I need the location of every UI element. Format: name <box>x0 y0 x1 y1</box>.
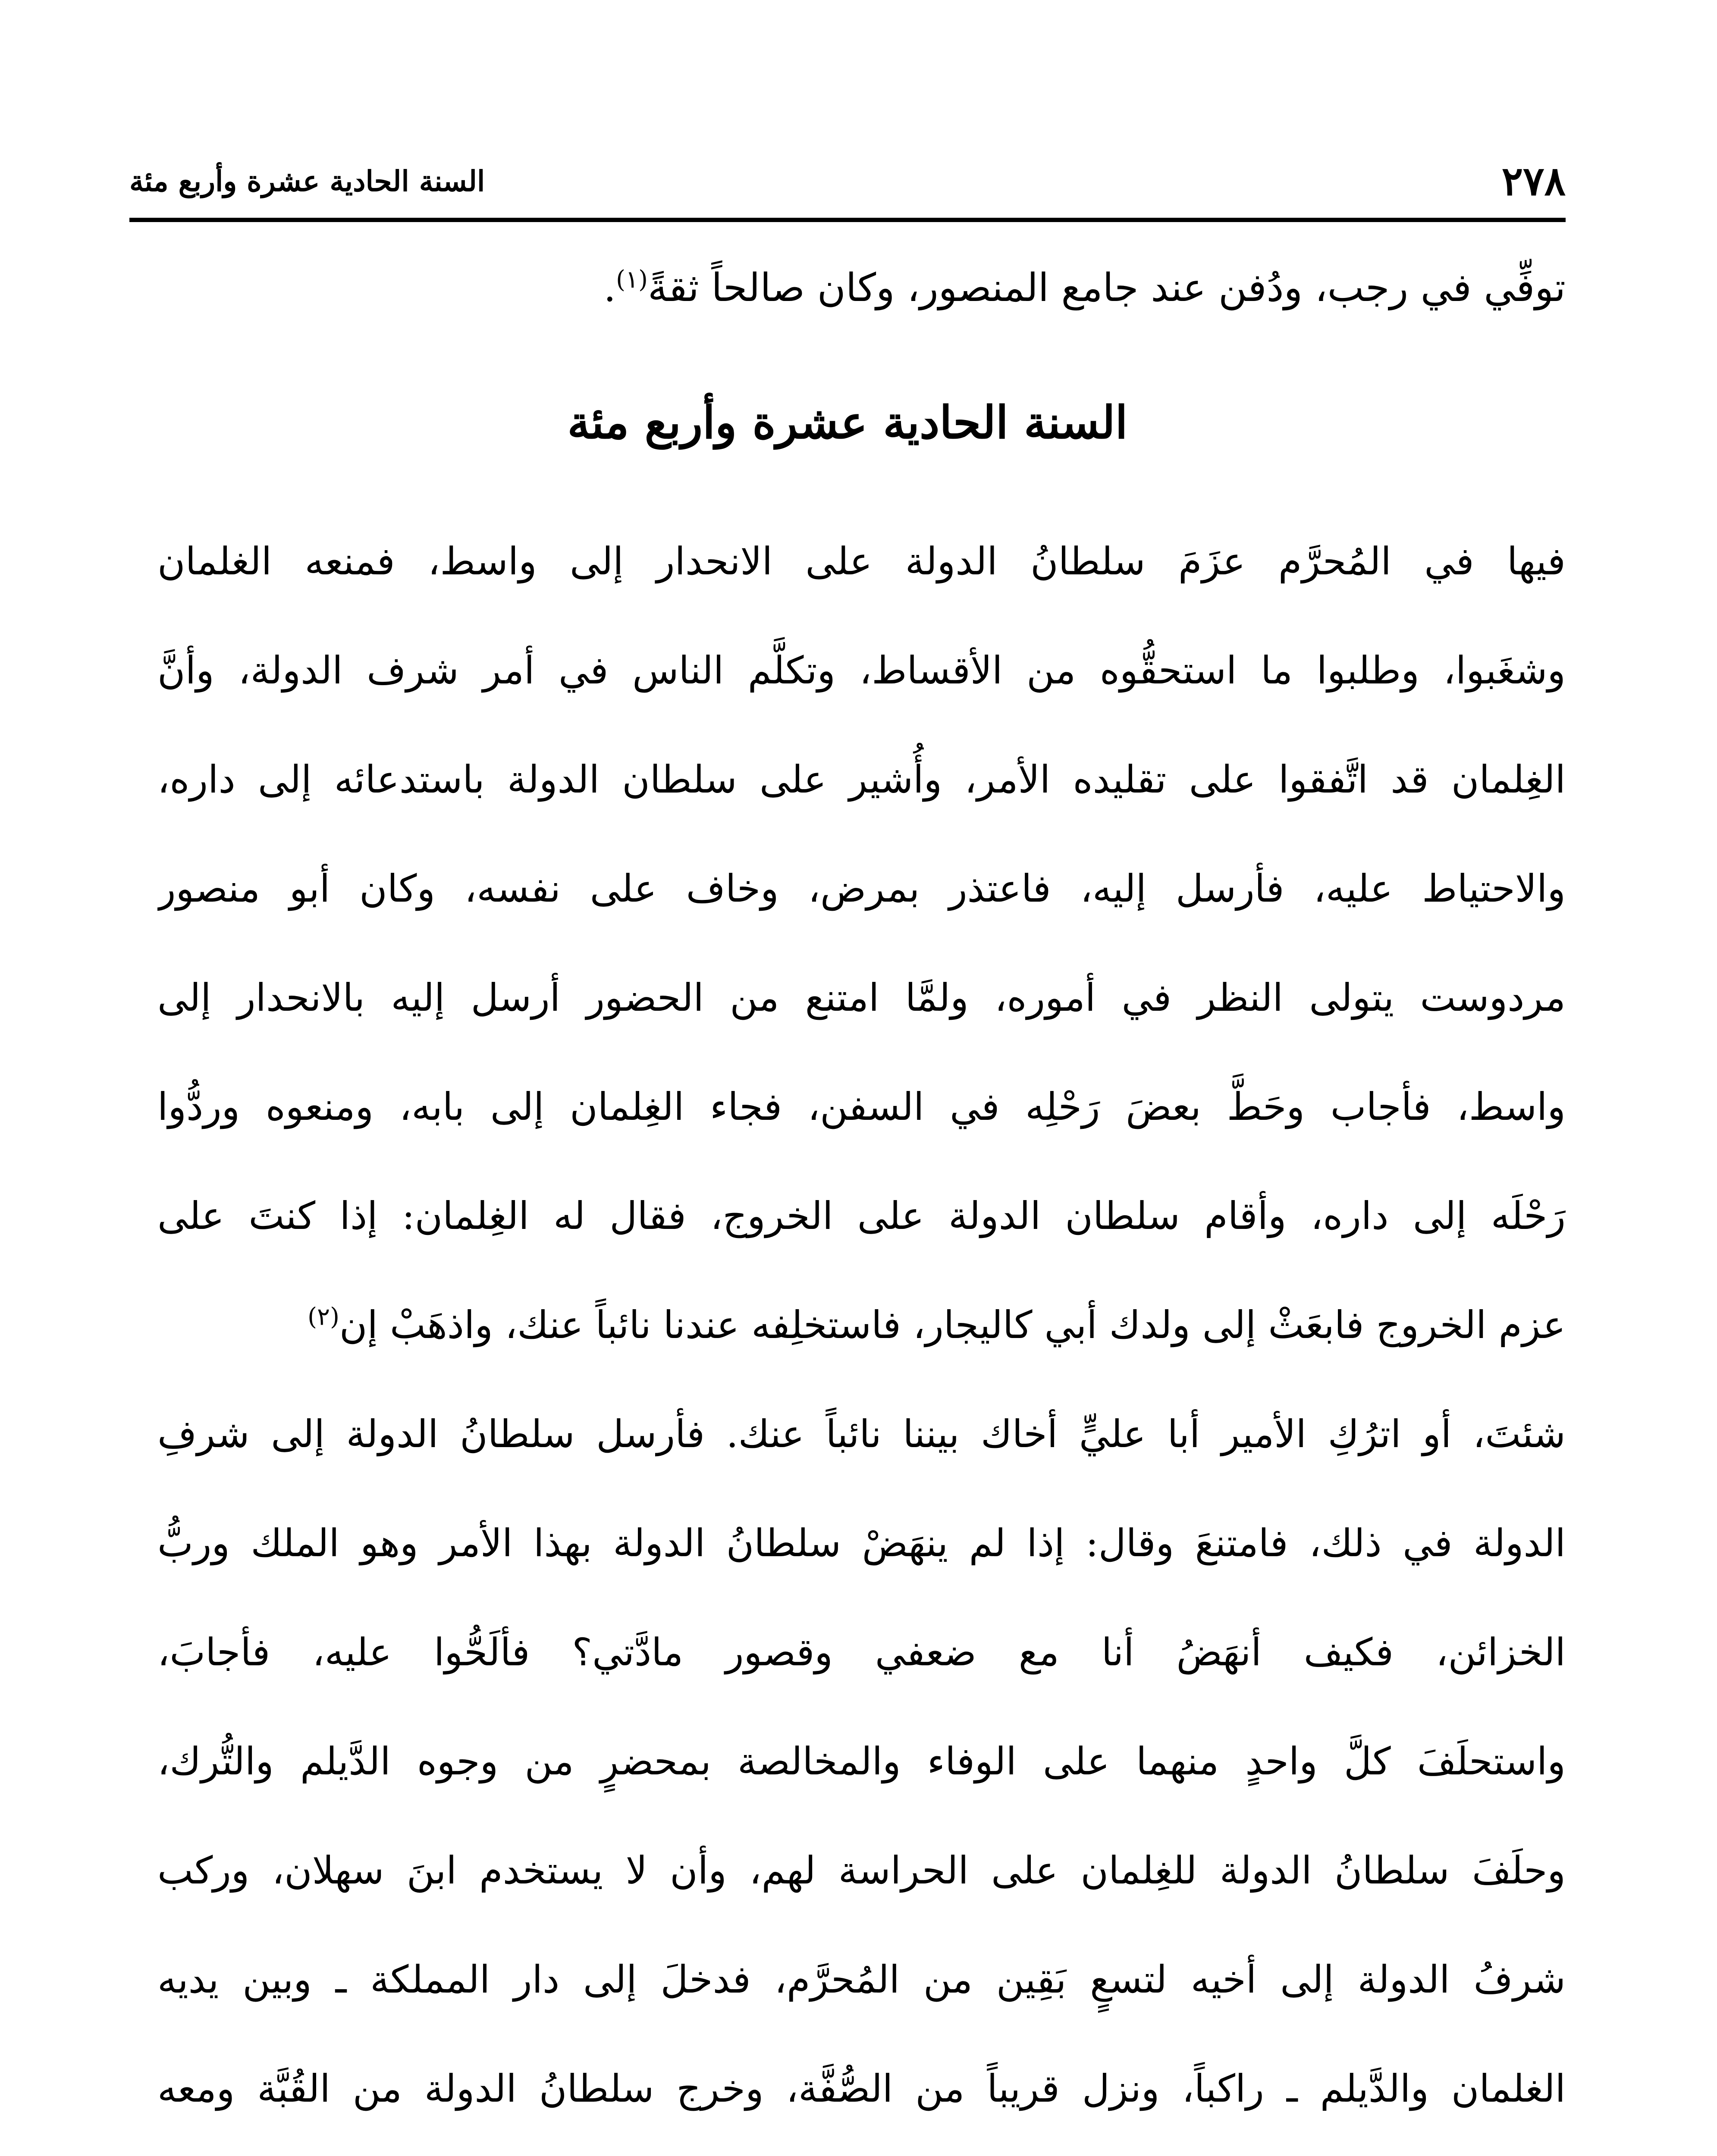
footnote-ref-2: (٢) <box>308 1303 339 1331</box>
body-line-text: عزم الخروج فابعَثْ إلى ولدك أبي كاليجار، فاستخلِفه عندنا نائباً عنك، واذهَبْ إن <box>339 1303 1566 1347</box>
body-line: رَحْلَه إلى داره، وأقام سلطان الدولة على الخروج، فقال له الغِلمان: إذا كنتَ على <box>157 1194 1566 1238</box>
body-line: شرفُ الدولة إلى أخيه لتسعٍ بَقِين من المُحرَّم، فدخلَ إلى دار المملكة ـ وبين يديه <box>157 1957 1566 2002</box>
body-line: والاحتياط عليه، فأرسل إليه، فاعتذر بمرض، وخاف على نفسه، وكان أبو منصور <box>157 866 1566 911</box>
page-number: ٢٧٨ <box>1501 158 1566 204</box>
carry-over-text: توفِّي في رجب، ودُفن عند جامع المنصور، وكان صالحاً ثقةً <box>647 265 1566 310</box>
body-line: الغِلمان قد اتَّفقوا على تقليده الأمر، وأُشير على سلطان الدولة باستدعائه إلى داره، <box>157 757 1566 802</box>
body-line: مردوست يتولى النظر في أموره، ولمَّا امتنع من الحضور أرسل إليه بالانحدار إلى <box>157 975 1566 1020</box>
carry-over-end: . <box>603 265 616 310</box>
body-text <box>157 507 1566 2156</box>
chapter-heading: السنة الحادية عشرة وأربع مئة <box>567 396 1128 449</box>
body-line: الخزائن، فكيف أنهَضُ أنا مع ضعفي وقصور مادَّتي؟ فألَحُّوا عليه، فأجابَ، <box>157 1630 1566 1674</box>
body-line: واستحلَفَ كلَّ واحدٍ منهما على الوفاء والمخالصة بمحضرٍ من وجوه الدَّيلم والتُّرك، <box>157 1739 1566 1783</box>
body-line: الغلمان والدَّيلم ـ راكباً، ونزل قريباً من الصُّفَّة، وخرج سلطانُ الدولة من القُبَّة ومعه <box>157 2066 1566 2111</box>
body-line: واسط، فأجاب وحَطَّ بعضَ رَحْلِه في السفن، فجاء الغِلمان إلى بابه، ومنعوه وردُّوا <box>157 1084 1566 1129</box>
body-line-with-footnote-ref <box>157 1270 1566 1379</box>
page-header <box>129 151 1566 216</box>
running-title: السنة الحادية عشرة وأربع مئة <box>129 164 485 198</box>
body-line <box>157 2143 1566 2156</box>
footnote-ref-1: (١) <box>616 266 648 294</box>
body-line: وحلَفَ سلطانُ الدولة للغِلمان على الحراسة لهم، وأن لا يستخدم ابنَ سهلان، وركب <box>157 1848 1566 1893</box>
carry-over-line <box>151 248 1566 328</box>
body-line: وشغَبوا، وطلبوا ما استحقُّوه من الأقساط، وتكلَّم الناس في أمر شرف الدولة، وأنَّ <box>157 648 1566 693</box>
body-line: شئتَ، أو اترُكِ الأمير أبا عليٍّ أخاك بيننا نائباً عنك. فأرسل سلطانُ الدولة إلى شرفِ <box>157 1412 1566 1456</box>
header-rule <box>129 218 1566 222</box>
body-line: فيها في المُحرَّم عزَمَ سلطانُ الدولة على الانحدار إلى واسط، فمنعه الغلمان <box>157 539 1566 583</box>
body-line: الدولة في ذلك، فامتنعَ وقال: إذا لم ينهَضْ سلطانُ الدولة بهذا الأمر وهو الملك وربُّ <box>157 1521 1566 1565</box>
